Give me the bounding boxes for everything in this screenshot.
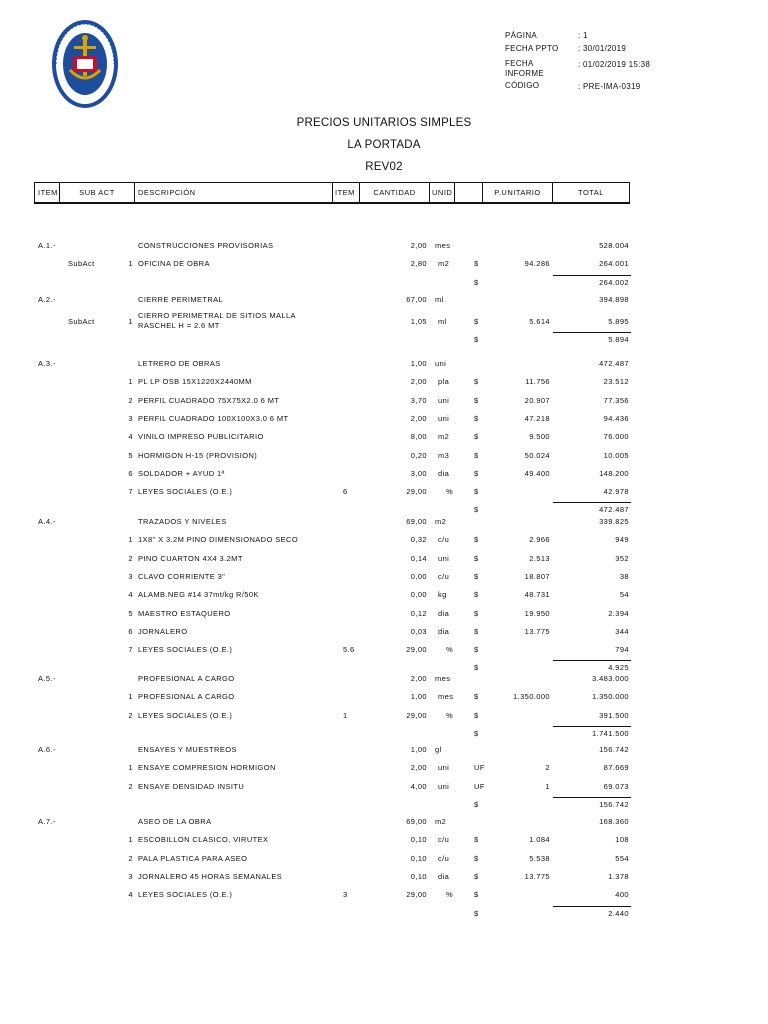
section-code: A.4.- [38,517,56,526]
meta-label-fecha-informe: FECHA INFORME [505,59,544,78]
subtotal-row [0,278,768,292]
item-unit-price: 1 [545,781,550,791]
subtotal-currency: $ [474,505,479,515]
item-unit: mes [438,692,454,702]
item-unit-price: 47.218 [524,413,550,423]
subtotal-divider [553,502,631,503]
item-number: 1 [128,763,133,773]
subtotal-currency: $ [474,799,479,809]
item-total: 10.005 [603,450,629,460]
item-description: HORMIGON H-15 (PROVISION) [138,450,258,460]
item-row [0,890,768,904]
item-currency: $ [474,377,479,387]
item-unit: % [446,710,454,720]
item-total: 1.378 [608,871,629,881]
item-currency: $ [474,450,479,460]
item-unit-price: 9.500 [529,432,550,442]
meta-value-codigo: : PRE-IMA-0319 [578,82,641,91]
item-total: 2.394 [608,608,629,618]
item-unit-price: 5.614 [529,317,550,327]
item-row [0,469,768,483]
item-total: 391.500 [599,710,629,720]
section-unit: ml [435,295,444,304]
section-unit: m2 [435,817,447,826]
item-description: JORNALERO 45 HORAS SEMANALES [138,871,283,881]
section-row [0,295,768,309]
subtotal-row [0,729,768,743]
item-qty: 0,14 [410,553,427,563]
item-qty: 3,70 [410,395,427,405]
item-description: ESCOBILLON CLASICO, VIRUTEX [138,835,269,845]
item-number: 7 [128,487,133,497]
meta-value-pagina: : 1 [578,31,588,40]
item-qty: 2,00 [410,377,427,387]
section-row [0,517,768,531]
item-description: LEYES SOCIALES (O.E.) [138,710,233,720]
item-currency: $ [474,317,479,327]
subtotal-value: 5.894 [608,335,629,345]
item-qty: 0,32 [410,535,427,545]
item-number: 6 [128,626,133,636]
item-unit-price: 13.775 [524,626,550,636]
item-number: 2 [128,781,133,791]
section-title: LETRERO DE OBRAS [138,359,221,368]
item-qty: 29,00 [406,710,427,720]
section-title: ASEO DE LA OBRA [138,817,212,826]
item-currency: $ [474,710,479,720]
item-total: 69.073 [603,781,629,791]
item-unit-price: 2.966 [529,535,550,545]
item-total: 23.512 [603,377,629,387]
item-number: 6 [128,468,133,478]
item-row [0,645,768,659]
section-total: 528.004 [599,241,629,250]
item-row [0,535,768,549]
item-unit-price: 2 [545,763,550,773]
item-number: 2 [128,710,133,720]
subtotal-value: 156.742 [599,799,629,809]
item-unit-price: 1.350.000 [513,692,550,702]
item-unit: % [446,645,454,655]
item-description: LEYES SOCIALES (O.E.) [138,645,233,655]
item-qty: 2,00 [410,763,427,773]
item-description: OFICINA DE OBRA [138,259,210,269]
item-currency: $ [474,590,479,600]
item-row [0,487,768,501]
item-unit: pla [438,377,450,387]
item-unit-price: 5.538 [529,853,550,863]
item-number: 4 [128,432,133,442]
item-currency: $ [474,395,479,405]
item-description: MAESTRO ESTAQUERO [138,608,231,618]
item-currency: $ [474,692,479,702]
item-qty: 0,03 [410,626,427,636]
item-total: 38 [619,571,629,581]
item-number: 5 [128,608,133,618]
item-row [0,554,768,568]
meta-value-fecha-informe: : 01/02/2019 15:38 [578,60,651,69]
section-qty: 1,00 [410,359,427,368]
item-qty: 0,00 [410,571,427,581]
section-row [0,674,768,688]
item-unit: uni [438,763,450,773]
col-currency [455,183,483,203]
item-qty: 0,12 [410,608,427,618]
item-description: VINILO IMPRESO PUBLICITARIO [138,432,264,442]
item-total: 54 [619,590,629,600]
item-row [0,377,768,391]
item-currency: $ [474,535,479,545]
item-description: CIERRO PERIMETRAL DE SITIOS MALLA [138,311,296,321]
item-qty: 29,00 [406,645,427,655]
item-row [0,396,768,410]
item-description: PINO CUARTON 4X4 3.2MT [138,553,243,563]
item-currency: $ [474,871,479,881]
item-unit-price: 13.775 [524,871,550,881]
subtotal-divider [553,332,631,333]
item-row [0,432,768,446]
meta-label-fecha-ppto: FECHA PPTO [505,44,559,53]
section-qty: 2,00 [410,674,427,683]
subtotal-divider [553,275,631,276]
item-total: 344 [615,626,629,636]
subtotal-value: 4.925 [608,663,629,673]
item-row [0,451,768,465]
item-total: 5.895 [608,317,629,327]
item-unit-price: 20.907 [524,395,550,405]
item-total: 949 [615,535,629,545]
meta-label-pagina: PÁGINA [505,31,538,40]
section-title: ENSAYES Y MUESTREOS [138,745,237,754]
item-total: 77.356 [603,395,629,405]
municipal-seal-icon [50,18,120,110]
section-row [0,745,768,759]
item-description: LEYES SOCIALES (O.E.) [138,487,233,497]
section-total: 168.360 [599,817,629,826]
col-p-unitario: P.UNITARIO [483,183,553,203]
item-unit: % [446,890,454,900]
item-description: ENSAYE COMPRESION HORMIGON [138,763,276,773]
subtotal-divider [553,660,631,661]
item-total: 352 [615,553,629,563]
item-number: 1 [128,535,133,545]
subtotal-value: 1.741.500 [592,728,629,738]
item-description: PERFIL CUADRADO 100X100X3.0 6 MT [138,413,289,423]
section-title: CIERRE PERIMETRAL [138,295,224,304]
item-total: 94.436 [603,413,629,423]
item-total: 400 [615,890,629,900]
section-total: 3.483.000 [592,674,629,683]
item-currency: $ [474,432,479,442]
section-total: 394.898 [599,295,629,304]
municipal-logo [50,18,120,110]
item-row [0,414,768,428]
item-number: 3 [128,413,133,423]
subtotal-value: 264.002 [599,277,629,287]
item-description: PROFESIONAL A CARGO [138,692,235,702]
item-qty: 1,00 [410,692,427,702]
col-cantidad: CANTIDAD [360,183,430,203]
section-unit: m2 [435,517,447,526]
subtotal-currency: $ [474,908,479,918]
section-code: A.2.- [38,295,56,304]
section-unit: gl [435,745,442,754]
item-currency: $ [474,553,479,563]
item-unit: uni [438,553,450,563]
item-unit: kg [438,590,447,600]
item-qty: 29,00 [406,890,427,900]
section-title: TRAZADOS Y NIVELES [138,517,227,526]
item-unit-price: 2.513 [529,553,550,563]
item-currency: $ [474,468,479,478]
section-unit: mes [435,241,451,250]
section-unit: mes [435,674,451,683]
item-unit-price: 48.731 [524,590,550,600]
item-ref: 5.6 [343,645,355,655]
document-subtitle: LA PORTADA [347,139,421,151]
section-total: 156.742 [599,745,629,754]
item-unit-price: 49.400 [524,468,550,478]
subtotal-divider [553,726,631,727]
section-row [0,359,768,373]
item-number: 5 [128,450,133,460]
item-number: 4 [128,890,133,900]
item-unit: dia [438,626,450,636]
table-header [34,182,630,204]
item-qty: 0,00 [410,590,427,600]
item-unit: m2 [438,259,450,269]
item-description: PERFIL CUADRADO 75X75X2.0 6 MT [138,395,280,405]
item-currency: $ [474,626,479,636]
item-total: 87.669 [603,763,629,773]
item-description: JORNALERO [138,626,188,636]
item-number: 2 [128,853,133,863]
item-unit: c/u [438,853,450,863]
subtotal-value: 2.440 [608,908,629,918]
item-total: 794 [615,645,629,655]
item-number: 1 [128,317,133,327]
subtotal-divider [553,797,631,798]
item-total: 1.350.000 [592,692,629,702]
item-unit: % [446,487,454,497]
item-description: 1X8" X 3.2M PINO DIMENSIONADO SECO [138,535,299,545]
item-number: 1 [128,835,133,845]
item-row [0,835,768,849]
item-qty: 1,05 [410,317,427,327]
item-description: ALAMB.NEG #14 37mt/kg R/50K [138,590,259,600]
item-row [0,854,768,868]
col-descripcion: DESCRIPCIÓN [135,183,333,203]
item-total: 264.001 [599,259,629,269]
item-subact: SubAct [68,259,95,269]
subtotal-divider [553,906,631,907]
item-row [0,763,768,777]
item-unit-price: 18.807 [524,571,550,581]
item-row [0,313,768,335]
item-total: 108 [615,835,629,845]
document-title: PRECIOS UNITARIOS SIMPLES [296,117,472,129]
item-qty: 2,80 [410,259,427,269]
item-currency: UF [474,781,485,791]
item-unit-price: 94.286 [524,259,550,269]
item-qty: 3,00 [410,468,427,478]
item-qty: 29,00 [406,487,427,497]
meta-label-codigo: CÓDIGO [505,81,540,90]
item-number: 1 [128,692,133,702]
item-currency: $ [474,645,479,655]
col-unid: UNID [430,183,455,203]
section-code: A.7.- [38,817,56,826]
item-description-line2: RASCHEL H = 2.6 MT [138,321,220,331]
subtotal-currency: $ [474,335,479,345]
item-description: LEYES SOCIALES (O.E.) [138,890,233,900]
item-currency: $ [474,571,479,581]
item-currency: $ [474,608,479,618]
item-row [0,609,768,623]
item-unit: c/u [438,571,450,581]
item-row [0,692,768,706]
item-row [0,782,768,796]
item-row [0,259,768,273]
item-qty: 0,10 [410,853,427,863]
document-revision: REV02 [365,161,403,173]
item-currency: $ [474,413,479,423]
section-total: 339.825 [599,517,629,526]
item-description: CLAVO CORRIENTE 3" [138,571,226,581]
item-number: 7 [128,645,133,655]
col-total: TOTAL [578,188,604,197]
subtotal-row [0,335,768,349]
subtotal-row [0,800,768,814]
item-qty: 0,20 [410,450,427,460]
section-row [0,241,768,255]
section-title: PROFESIONAL A CARGO [138,674,235,683]
item-unit: ml [438,317,447,327]
item-total: 76.000 [603,432,629,442]
item-qty: 2,00 [410,413,427,423]
section-code: A.5.- [38,674,56,683]
section-code: A.3.- [38,359,56,368]
subtotal-currency: $ [474,663,479,673]
item-row [0,572,768,586]
item-number: 4 [128,590,133,600]
item-currency: $ [474,853,479,863]
col-item-ref: ITEM [333,183,360,203]
item-description: PALA PLASTICA PARA ASEO [138,853,248,863]
section-qty: 69,00 [406,817,427,826]
item-ref: 3 [343,890,348,900]
item-unit: uni [438,395,450,405]
subtotal-value: 472.487 [599,505,629,515]
item-unit-price: 50.024 [524,450,550,460]
section-qty: 1,00 [410,745,427,754]
section-title: CONSTRUCCIONES PROVISORIAS [138,241,274,250]
item-unit-price: 1.084 [529,835,550,845]
section-code: A.1.- [38,241,56,250]
item-description: SOLDADOR + AYUD 1ª [138,468,225,478]
section-qty: 69,00 [406,517,427,526]
item-unit: uni [438,413,450,423]
item-total: 42.978 [603,487,629,497]
item-unit: dia [438,468,450,478]
item-qty: 0,10 [410,835,427,845]
item-currency: $ [474,259,479,269]
meta-value-fecha-ppto: : 30/01/2019 [578,44,627,53]
item-ref: 1 [343,710,348,720]
item-unit: m3 [438,450,450,460]
item-unit-price: 19.950 [524,608,550,618]
section-row [0,817,768,831]
item-unit: dia [438,871,450,881]
subtotal-currency: $ [474,728,479,738]
item-unit: c/u [438,835,450,845]
item-row [0,627,768,641]
item-qty: 8,00 [410,432,427,442]
item-unit: c/u [438,535,450,545]
item-qty: 4,00 [410,781,427,791]
item-total: 148.200 [599,468,629,478]
section-total: 472.487 [599,359,629,368]
item-currency: $ [474,487,479,497]
item-subact: SubAct [68,317,95,327]
subtotal-currency: $ [474,277,479,287]
item-description: PL LP OSB 15X1220X2440MM [138,377,252,387]
item-ref: 6 [343,487,348,497]
item-number: 1 [128,377,133,387]
item-unit-price: 11.756 [525,377,550,387]
item-unit: m2 [438,432,450,442]
section-qty: 2,00 [410,241,427,250]
col-item: ITEM [35,183,60,203]
col-sub-act: SUB ACT [60,183,135,203]
item-currency: $ [474,890,479,900]
section-code: A.6.- [38,745,56,754]
item-unit: uni [438,781,450,791]
section-unit: uni [435,359,447,368]
item-number: 3 [128,871,133,881]
item-qty: 0,10 [410,871,427,881]
item-number: 3 [128,571,133,581]
item-unit: dia [438,608,450,618]
item-number: 2 [128,395,133,405]
item-currency: $ [474,835,479,845]
item-total: 554 [615,853,629,863]
item-description: ENSAYE DENSIDAD INSITU [138,781,245,791]
item-row [0,590,768,604]
item-currency: UF [474,763,485,773]
subtotal-row [0,909,768,923]
item-row [0,711,768,725]
item-number: 2 [128,553,133,563]
item-number: 1 [128,259,133,269]
section-qty: 67,00 [406,295,427,304]
item-row [0,872,768,886]
